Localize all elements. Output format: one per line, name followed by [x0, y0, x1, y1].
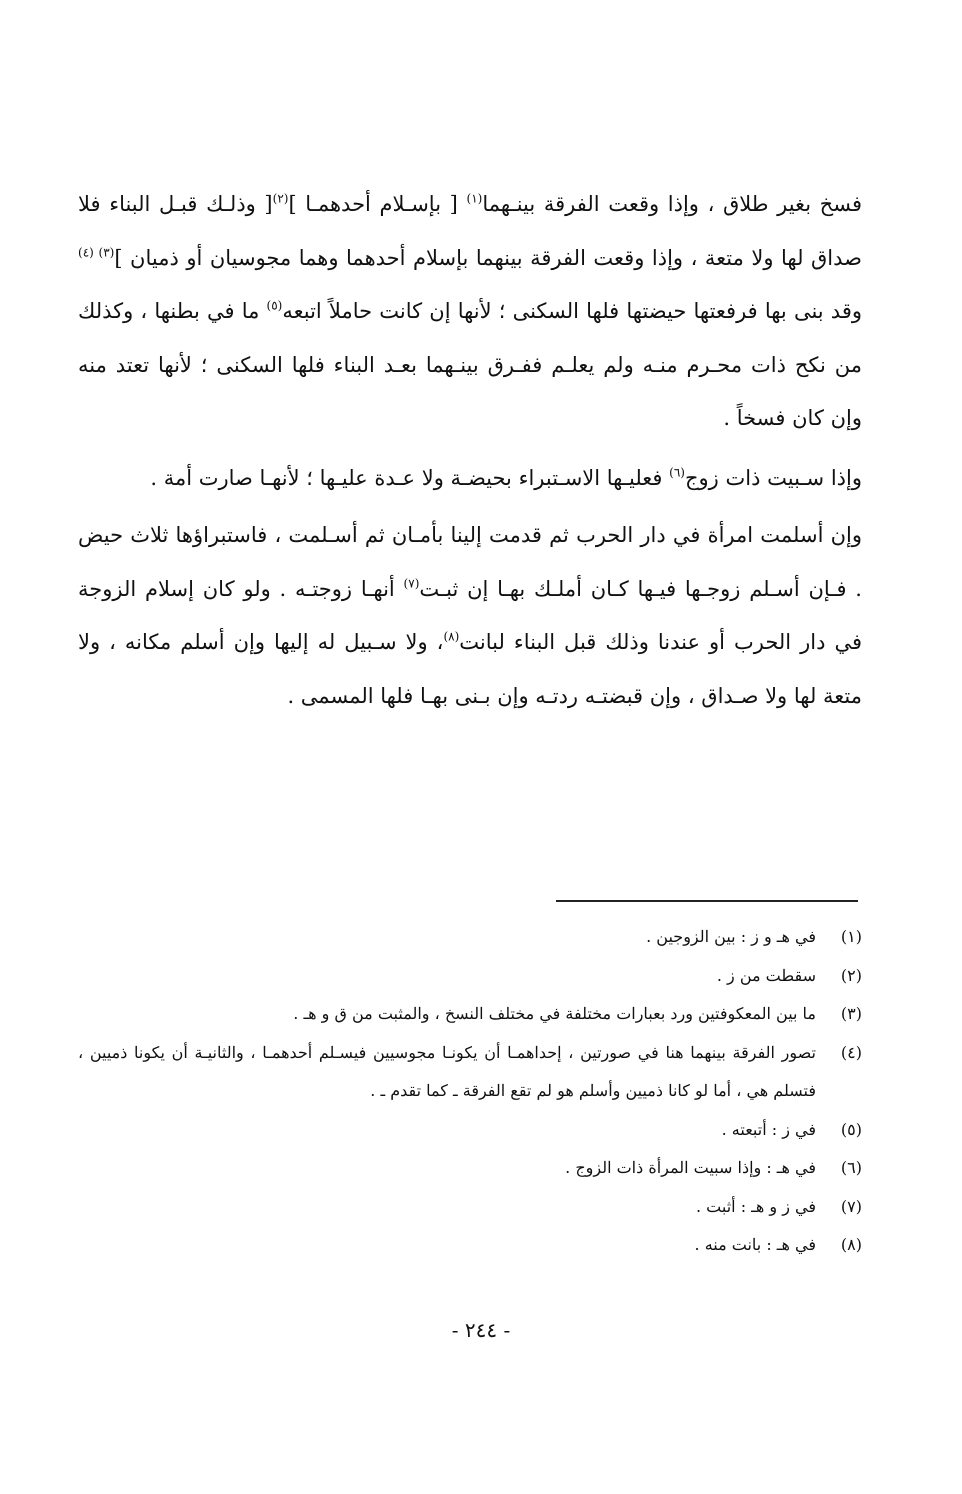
paragraph-text: وإذا سـبيت ذات زوج: [684, 465, 862, 490]
footnote-divider: [556, 900, 858, 902]
paragraph-text: [ بإسـلام أحدهمـا ]: [288, 192, 467, 216]
footnote-ref-7[interactable]: (٧): [403, 576, 420, 591]
footnote-ref-8[interactable]: (٨): [443, 629, 460, 644]
paragraph-3: [78, 509, 862, 723]
footnote-text: في هـ و ز : بين الزوجين .: [646, 927, 816, 946]
footnote-1: [78, 918, 862, 957]
footnote-ref-6[interactable]: (٦): [669, 465, 685, 480]
footnote-6: [78, 1149, 862, 1188]
footnote-ref-1[interactable]: (١): [466, 191, 483, 206]
footnote-ref-2[interactable]: (٢): [272, 191, 289, 206]
footnote-number: (٥): [840, 1119, 862, 1139]
paragraph-text: فعليـها الاسـتبراء بحيضـة ولا عـدة عليـها ؛ لأنهـا صارت أمة .: [150, 465, 670, 490]
footnotes: [78, 918, 862, 1265]
footnote-text: تصور الفرقة بينهما هنا في صورتين ، إحداهمـا أن يكونـا مجوسيين فيسـلم أحدهمـا ، والثانيـة أن يكونا ذميين ، فتسلم هي ، أما لو كانا ذميين وأسلم هو لم تقع الفرقة ـ كما تقدم ـ .: [78, 1042, 816, 1100]
paragraph-text: أنهـا زوجتـه . ولو كان إسلام الزوجة في دار الحرب أو عندنا وذلك قبل البناء لبانت: [78, 576, 862, 654]
paragraph-text: وقد بنى بها فرفعتها حيضتها فلها السكنى ؛ لأنها إن كانت حاملاً اتبعه: [282, 299, 862, 323]
paragraph-text: فسخ بغير طلاق ، وإذا وقعت الفرقة بينـهما: [482, 192, 862, 216]
footnote-ref-5[interactable]: (٥): [266, 298, 283, 313]
footnote-number: (٣): [840, 1004, 862, 1023]
main-text: [78, 178, 862, 723]
footnote-ref-4[interactable]: (٤): [78, 245, 99, 260]
footnote-text: في ز : أتبعته .: [721, 1119, 816, 1139]
footnote-3: [78, 995, 862, 1034]
footnote-2: [78, 957, 862, 996]
footnote-8: [78, 1226, 862, 1265]
paragraph-text: وإن أسلمت امرأة في دار الحرب ثم قدمت إلينا بأمـان ثم أسـلمت ، فاستبراؤها ثلاث حيض . فـإن أسـلم زوجـها فيـها كـان أملـك بهـا إن ثبـت: [78, 523, 862, 601]
footnote-text: في هـ : وإذا سبيت المرأة ذات الزوج .: [565, 1158, 816, 1177]
footnote-7: [78, 1188, 862, 1227]
paragraph-2: [78, 452, 862, 506]
footnote-text: في هـ : بانت منه .: [694, 1235, 816, 1254]
footnote-number: (١): [840, 927, 862, 946]
footnote-number: (٨): [840, 1235, 862, 1254]
footnote-text: في ز و هـ : أثبت .: [696, 1196, 816, 1216]
footnote-5: [78, 1111, 862, 1150]
paragraph-1: [78, 178, 862, 446]
footnote-number: (٢): [840, 965, 862, 985]
footnote-number: (٤): [840, 1042, 862, 1062]
paragraph-text: ما في بطنها ، وكذلك من نكح ذات محـرم منـه ولم يعلـم ففـرق بينـهما بعـد البناء فلها السكنى ؛ لأنها تعتد منه وإن كان فسخاً .: [78, 299, 862, 430]
footnote-4: [78, 1034, 862, 1111]
page-number: - ٢٤٤ -: [451, 1318, 511, 1342]
footnote-number: (٧): [840, 1196, 862, 1216]
footnote-number: (٦): [840, 1158, 862, 1177]
footnote-ref-3[interactable]: (٣): [98, 245, 115, 260]
footnote-text: سقطت من ز .: [716, 965, 816, 985]
paragraph-text: [ وذلـك قبـل البناء فلا صداق لها ولا متعة ، وإذا وقعت الفرقة بينهما بإسلام أحدهما وهما مجوسيان أو ذميان ]: [78, 192, 862, 270]
paragraph-text: ، ولا سـبيل له إليها وإن أسلم مكانه ، ولا متعة لها ولا صـداق ، وإن قبضتـه ردتـه وإن بـنى بهـا فلها المسمى .: [78, 630, 862, 708]
footnote-text: ما بين المعكوفتين ورد بعبارات مختلفة في مختلف النسخ ، والمثبت من ق و هـ .: [293, 1004, 816, 1023]
